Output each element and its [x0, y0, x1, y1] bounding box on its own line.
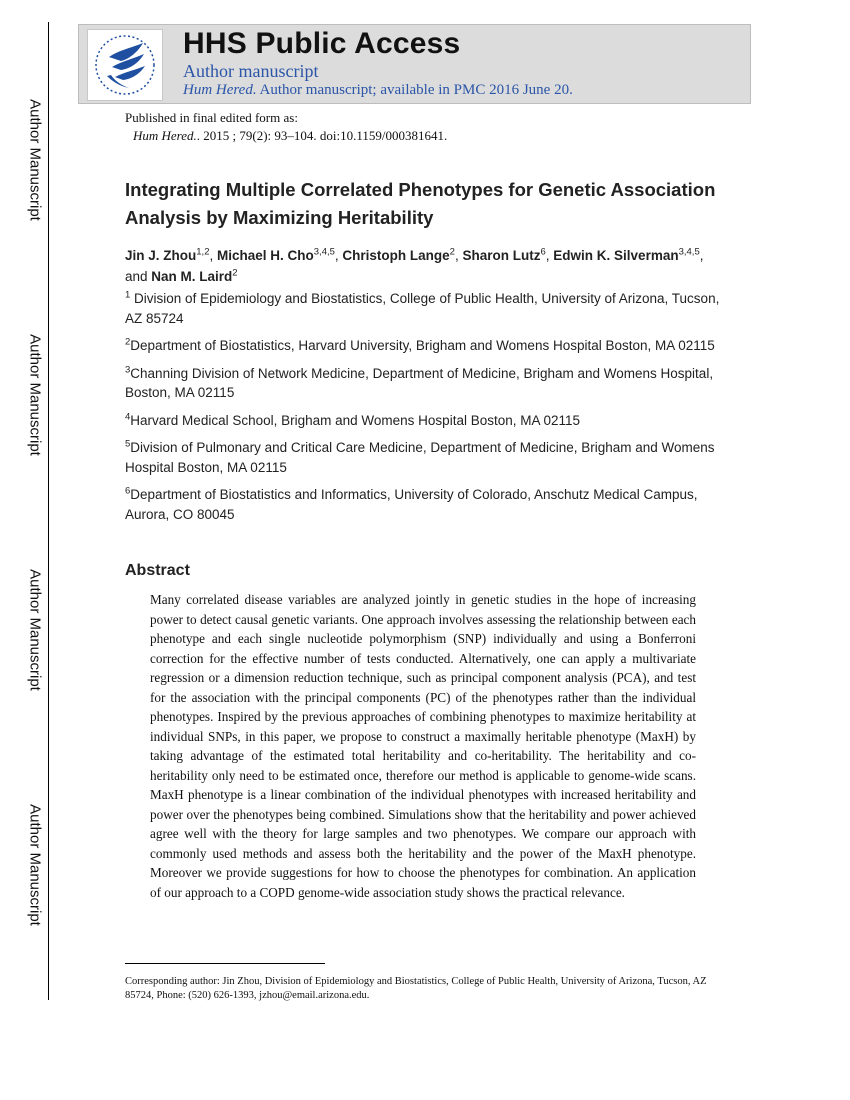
author-affiliation-marker: 2 [449, 246, 455, 258]
author-separator: , [209, 248, 217, 263]
affiliation-text: Channing Division of Network Medicine, Department of Medicine, Brigham and Womens Hospital, Boston, MA 02115 [125, 365, 714, 400]
author-name: Jin J. Zhou [125, 248, 197, 263]
author-affiliation-marker: 3,4,5 [313, 246, 335, 258]
author-name: Sharon Lutz [462, 248, 541, 263]
affiliation [125, 411, 725, 431]
publication-intro: Published in final edited form as: [125, 110, 298, 125]
citation: Hum Hered.. 2015 ; 79(2): 93–104. doi:10.1159/000381641. [133, 128, 448, 143]
affiliation-number: 5 [125, 438, 131, 450]
corresponding-author-note: Corresponding author: Jin Zhou, Division of Epidemiology and Biostatistics, College of Public Health, University of Arizona, Tucson, AZ 85724, Phone: (520) 626-1393, jzhou@email.arizona.edu. [125, 976, 707, 1001]
eagle-icon [88, 30, 162, 100]
article-title: Integrating Multiple Correlated Phenotypes for Genetic Association Analysis by Maximizing Heritability [125, 179, 716, 228]
footnote-rule [125, 963, 325, 964]
hhs-eagle-logo [87, 29, 163, 101]
author-affiliation-marker: 1,2 [196, 246, 210, 258]
affiliation-number: 6 [125, 485, 131, 497]
header-subtitle: Author manuscript [183, 61, 319, 81]
affiliation-text: Harvard Medical School, Brigham and Womens Hospital Boston, MA 02115 [130, 412, 581, 428]
affiliation [125, 289, 725, 328]
author-name: Nan M. Laird [151, 269, 233, 284]
journal-name: Hum Hered. [183, 82, 257, 98]
affiliation-text: Department of Biostatistics, Harvard University, Brigham and Womens Hospital Boston, MA 02115 [130, 338, 715, 353]
hhs-header [78, 24, 751, 104]
affiliation-text: Division of Pulmonary and Critical Care Medicine, Department of Medicine, Brigham and Womens Hospital Boston, MA 02115 [125, 440, 715, 475]
author-name: Christoph Lange [342, 248, 450, 263]
author-separator: , and [125, 248, 704, 284]
affiliation-number: 4 [125, 411, 131, 422]
author-separator: , [334, 248, 343, 263]
affiliation [125, 336, 725, 356]
author-affiliation-marker: 6 [540, 246, 546, 258]
affiliation-number: 3 [125, 364, 131, 375]
affiliation [125, 438, 725, 477]
margin-rule [48, 22, 49, 1000]
author-affiliation-marker: 2 [232, 267, 238, 279]
availability-line: Hum Hered. Author manuscript; available in PMC 2016 June 20. [183, 82, 573, 98]
author-separator: , [454, 248, 463, 263]
citation-journal: Hum Hered. [133, 128, 197, 143]
affiliation-text: Department of Biostatistics and Informatics, University of Colorado, Anschutz Medical Campus, Aurora, CO 80045 [125, 487, 698, 522]
affiliation-text: Division of Epidemiology and Biostatistics, College of Public Health, University of Arizona, Tucson, AZ 85724 [125, 291, 720, 326]
author-name: Edwin K. Silverman [553, 248, 679, 263]
publication-info [125, 109, 447, 145]
affiliation [125, 364, 725, 403]
author-list [125, 245, 725, 287]
affiliation-number: 1 [125, 289, 131, 301]
author-name: Michael H. Cho [217, 248, 314, 263]
abstract-text: Many correlated disease variables are analyzed jointly in genetic studies in the hope of increasing power to detect causal genetic variants. One approach involves assessing the relationship between each phenotype and each single nucleotide polymorphism (SNP) individually and using a Bonferroni correction for the effective number of tests conducted. Alternatively, one can apply a multivariate regression or a dimension reduction technique, such as principal component analysis (PCA), and test for the association with the principal components (PC) of the phenotypes rather than the individual phenotypes. Inspired by the previous approaches of combining phenotypes to maximize heritability at individual SNPs, in this paper, we propose to construct a maximally heritable phenotype (MaxH) by taking advantage of the estimated total heritability and co-heritability. The heritability and co-heritability only need to be estimated once, therefore our method is applicable to genome-wide scans. MaxH phenotype is a linear combination of the individual phenotypes with increased heritability and power over the phenotypes being combined. Simulations show that the heritability and power achieved agree well with the theory for large samples and two phenotypes. We compare our approach with commonly used methods and assess both the heritability and the power of the MaxH phenotype. Moreover we provide suggestions for how to choose the phenotypes for combination. An application of our approach to a COPD genome-wide association study shows the practical relevance. [150, 592, 696, 900]
abstract-heading: Abstract [125, 562, 190, 579]
affiliation [125, 485, 725, 524]
author-separator: , [545, 248, 554, 263]
author-affiliation-marker: 3,4,5 [678, 246, 700, 258]
affiliation-list [125, 289, 725, 532]
header-title: HHS Public Access [183, 27, 461, 60]
affiliation-number: 2 [125, 336, 131, 348]
